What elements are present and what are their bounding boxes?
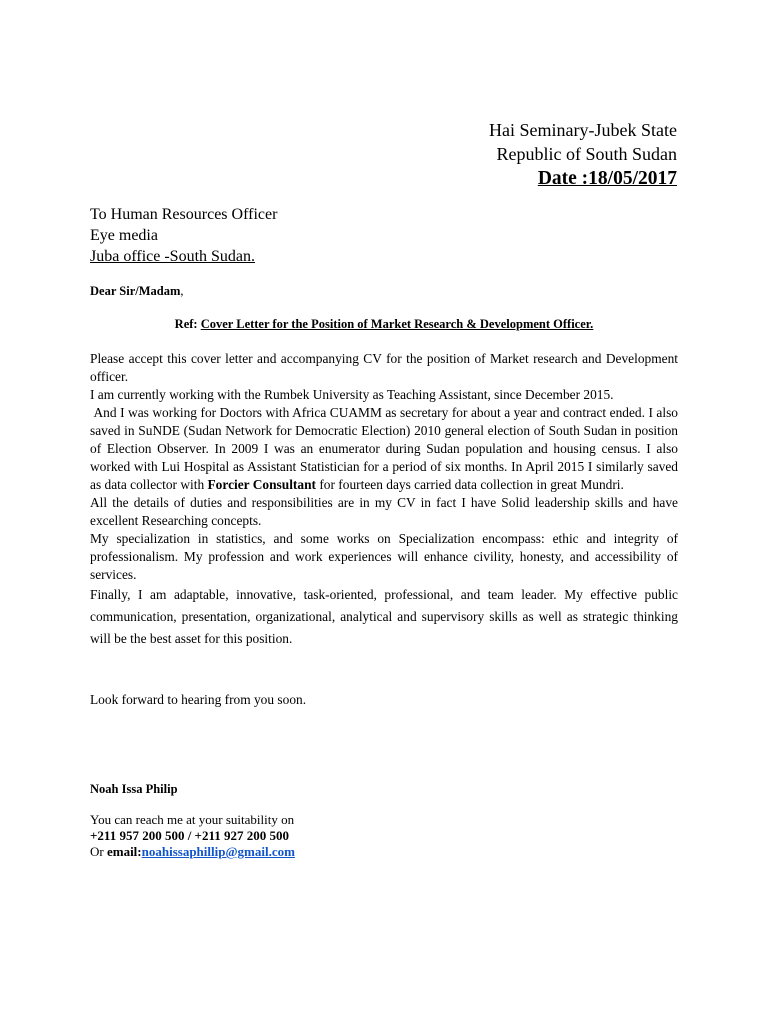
- recipient-block: [90, 204, 277, 267]
- recipient-line-2: Eye media: [90, 227, 158, 244]
- letter-body: [90, 350, 682, 650]
- email-link[interactable]: noahissaphillip@gmail.com: [141, 844, 295, 859]
- address-line-2: Republic of South Sudan: [496, 144, 677, 164]
- body-paragraph-3-bold: Forcier Consultant: [207, 477, 316, 492]
- body-paragraph-3: [90, 404, 682, 494]
- body-paragraph-2: I am currently working with the Rumbek University as Teaching Assistant, since December 2015.: [90, 387, 614, 402]
- email-prefix: Or: [90, 844, 107, 859]
- body-paragraph-3-end: for fourteen days carried data collection in great Mundri.: [316, 477, 624, 492]
- contact-phones: +211 957 200 500 / +211 927 200 500: [90, 828, 289, 843]
- reference-line: [90, 317, 678, 332]
- contact-intro: You can reach me at your suitability on: [90, 812, 295, 827]
- contact-email-line: [90, 844, 295, 860]
- recipient-line-1: To Human Resources Officer: [90, 206, 278, 223]
- reference-subject: Cover Letter for the Position of Market Research & Development Officer.: [200, 317, 594, 331]
- recipient-line-3: Juba office -South Sudan.: [90, 248, 256, 265]
- letter-date: Date :18/05/2017: [537, 168, 677, 189]
- signer-name: Noah Issa Philip: [90, 782, 178, 796]
- address-line-1: Hai Seminary-Jubek State: [489, 120, 677, 140]
- sender-address: [489, 118, 677, 192]
- body-paragraph-3-start: And I was working for Doctors with Africa CUAMM as secretary for about a year and contract ended. I also saved in SuNDE (Sudan Network for Democratic Election) 2010 general election of South Sudan in position of Election Observer. In 2009 I was an enumerator during Sudan population and housing census. I also worked with Lui Hospital as Assistant Statistician for a period of six months. In April 2015 I similarly saved as data collector with: [90, 405, 682, 492]
- salutation-name: Dear Sir/Madam: [90, 284, 181, 298]
- reference-prefix: Ref:: [174, 317, 201, 331]
- closing-line: Look forward to hearing from you soon.: [90, 692, 307, 707]
- body-paragraph-4: All the details of duties and responsibilities are in my CV in fact I have Solid leadership skills and have excellent Researching concepts.: [90, 495, 678, 528]
- contact-block: [90, 812, 295, 860]
- salutation-punct: ,: [180, 284, 184, 298]
- email-label: email:: [106, 844, 142, 859]
- body-paragraph-5: My specialization in statistics, and some works on Specialization encompass: ethic and integrity of professionalism. My profession and work experiences will enhance civility, honesty, and accessibility of services.: [90, 531, 678, 582]
- body-paragraph-1: Please accept this cover letter and accompanying CV for the position of Market research and Development officer.: [90, 351, 678, 384]
- salutation: [90, 284, 184, 299]
- body-paragraph-6: Finally, I am adaptable, innovative, task-oriented, professional, and team leader. My effective public communication, presentation, organizational, analytical and supervisory skills as well as strategic thinking will be the best asset for this position.: [90, 587, 678, 646]
